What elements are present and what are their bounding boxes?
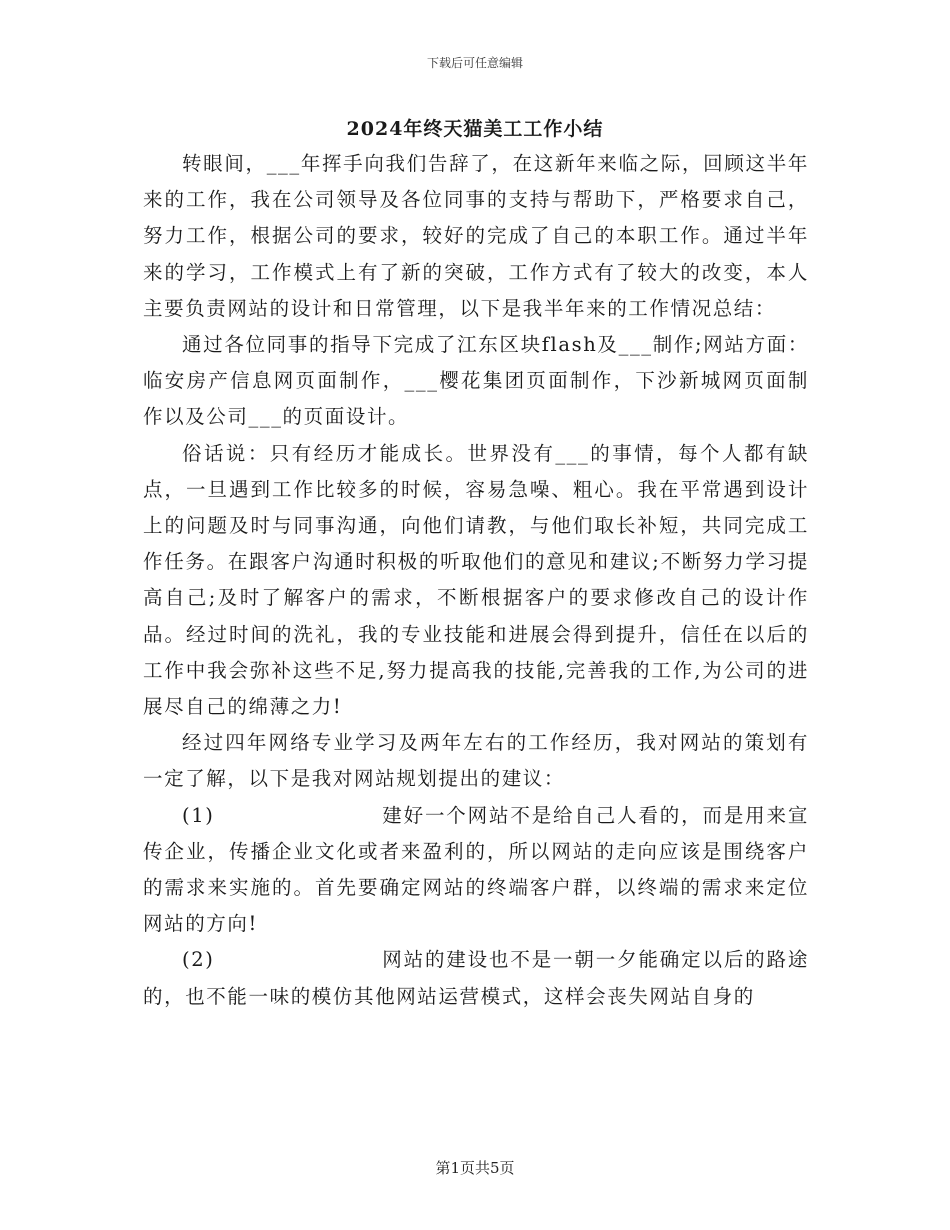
- numbered-item-2: [143, 942, 809, 1014]
- paragraph-suggestions-intro: 经过四年网络专业学习及两年左右的工作经历，我对网站的策划有一定了解，以下是我对网站规划提出的建议：: [143, 731, 809, 791]
- document-title: 2024年终天猫美工工作小结: [346, 118, 604, 140]
- numbered-item-1: [143, 798, 809, 943]
- item-text: 建好一个网站不是给自己人看的，而是用来宣传企业，传播企业文化或者来盈利的，所以网站的走向应该是围绕客户的需求来实施的。首先要确定网站的终端客户群，以终端的需求来定位网站的方向!: [143, 803, 809, 936]
- page-header-note: 下载后可任意编辑: [426, 56, 523, 70]
- paragraph-work-completed: 通过各位同事的指导下完成了江东区块flash及___制作;网站方面：临安房产信息网页面制作，___樱花集团页面制作，下沙新城网页面制作以及公司___的页面设计。: [143, 333, 809, 429]
- paragraph-self-reflection: 俗话说：只有经历才能成长。世界没有___的事情，每个人都有缺点，一旦遇到工作比较多的时候，容易急噪、粗心。我在平常遇到设计上的问题及时与同事沟通，向他们请教，与他们取长补短，共同完成工作任务。在跟客户沟通时积极的听取他们的意见和建议;不断努力学习提高自己;及时了解客户的需求，不断根据客户的要求修改自己的设计作品。经过时间的洗礼，我的专业技能和进展会得到提升，信任在以后的工作中我会弥补这些不足,努力提高我的技能,完善我的工作,为公司的进展尽自己的绵薄之力!: [143, 441, 809, 719]
- document-body: [143, 146, 809, 1015]
- page-number: 第1页共5页: [435, 1159, 515, 1177]
- paragraph-intro: 转眼间，___年挥手向我们告辞了，在这新年来临之际，回顾这半年来的工作，我在公司领导及各位同事的支持与帮助下，严格要求自己，努力工作，根据公司的要求，较好的完成了自己的本职工作。通过半年来的学习，工作模式上有了新的突破，工作方式有了较大的改变，本人主要负责网站的设计和日常管理，以下是我半年来的工作情况总结：: [143, 152, 809, 320]
- item-number: (2): [182, 948, 215, 972]
- item-text: 网站的建设也不是一朝一夕能确定以后的路途的，也不能一味的模仿其他网站运营模式，这样会丧失网站自身的: [143, 948, 809, 1008]
- item-number: (1): [182, 803, 215, 827]
